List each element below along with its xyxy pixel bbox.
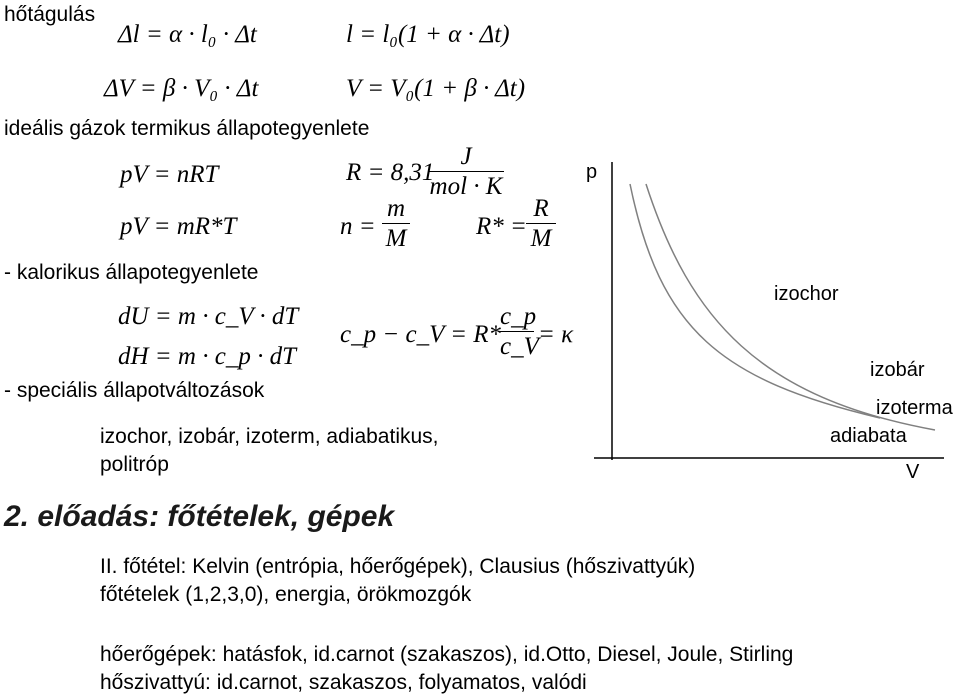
section-ideal-gas: ideális gázok termikus állapotegyenlete — [4, 117, 370, 140]
eq-pv-nrt: pV = nRT — [120, 161, 219, 188]
section-hotagulas: hőtágulás — [4, 3, 96, 26]
label-izobar: izobár — [870, 359, 925, 381]
text-line-2: főtételek (1,2,3,0), energia, örökmozgók — [100, 583, 472, 606]
r-unit-denominator: mol · K — [429, 173, 503, 200]
axis-label-v: V — [906, 461, 920, 483]
eq-r-constant: R = 8,31 — [346, 159, 435, 186]
n-denominator: M — [385, 225, 407, 252]
kappa-numerator: c_p — [500, 303, 537, 330]
eq-n-lhs: n = — [340, 213, 376, 240]
text-line-3: hőerőgépek: hatásfok, id.carnot (szakaszos), id.Otto, Diesel, Joule, Stirling — [100, 643, 794, 666]
eq-rstar-lhs: R* = — [476, 213, 527, 240]
eq-du: dU = m · c_V · dT — [118, 303, 299, 330]
axis-label-p: p — [586, 161, 598, 183]
section-special: - speciális állapotváltozások — [4, 379, 265, 402]
eq-linear-length: l = l₀(1 + α · Δt) — [346, 21, 510, 48]
n-numerator: m — [386, 195, 406, 222]
lecture-heading: 2. előadás: főtételek, gépek — [4, 500, 395, 533]
eq-volume: V = V₀(1 + β · Δt) — [346, 75, 526, 102]
eq-cp-minus-cv: c_p − c_V = R* — [340, 321, 502, 348]
rstar-denominator: M — [530, 225, 552, 252]
text-line-4: hőszivattyú: id.carnot, szakaszos, folyamatos, valódi — [100, 671, 587, 694]
rstar-numerator: R — [533, 195, 549, 222]
label-adiabata: adiabata — [830, 425, 907, 447]
process-list-line-2: politróp — [100, 453, 169, 476]
text-line-1: II. főtétel: Kelvin (entrópia, hőerőgépek), Clausius (hőszivattyúk) — [100, 555, 696, 578]
eq-volume-expansion: ΔV = β · V₀ · Δt — [104, 75, 259, 102]
curve-isotherm — [630, 184, 880, 418]
curve-adiabat — [646, 184, 935, 430]
process-list-line-1: izochor, izobár, izoterm, adiabatikus, — [100, 425, 439, 448]
section-caloric: - kalorikus állapotegyenlete — [4, 261, 259, 284]
r-unit-numerator: J — [460, 143, 472, 170]
label-izoterma: izoterma — [876, 397, 953, 419]
label-izochor: izochor — [774, 283, 839, 305]
eq-pv-mrt: pV = mR*T — [120, 213, 237, 240]
eq-linear-expansion: Δl = α · l₀ · Δt — [118, 21, 257, 48]
eq-dh: dH = m · c_p · dT — [118, 343, 296, 370]
kappa-denominator: c_V — [500, 333, 539, 360]
eq-kappa-rhs: = κ — [538, 321, 574, 348]
